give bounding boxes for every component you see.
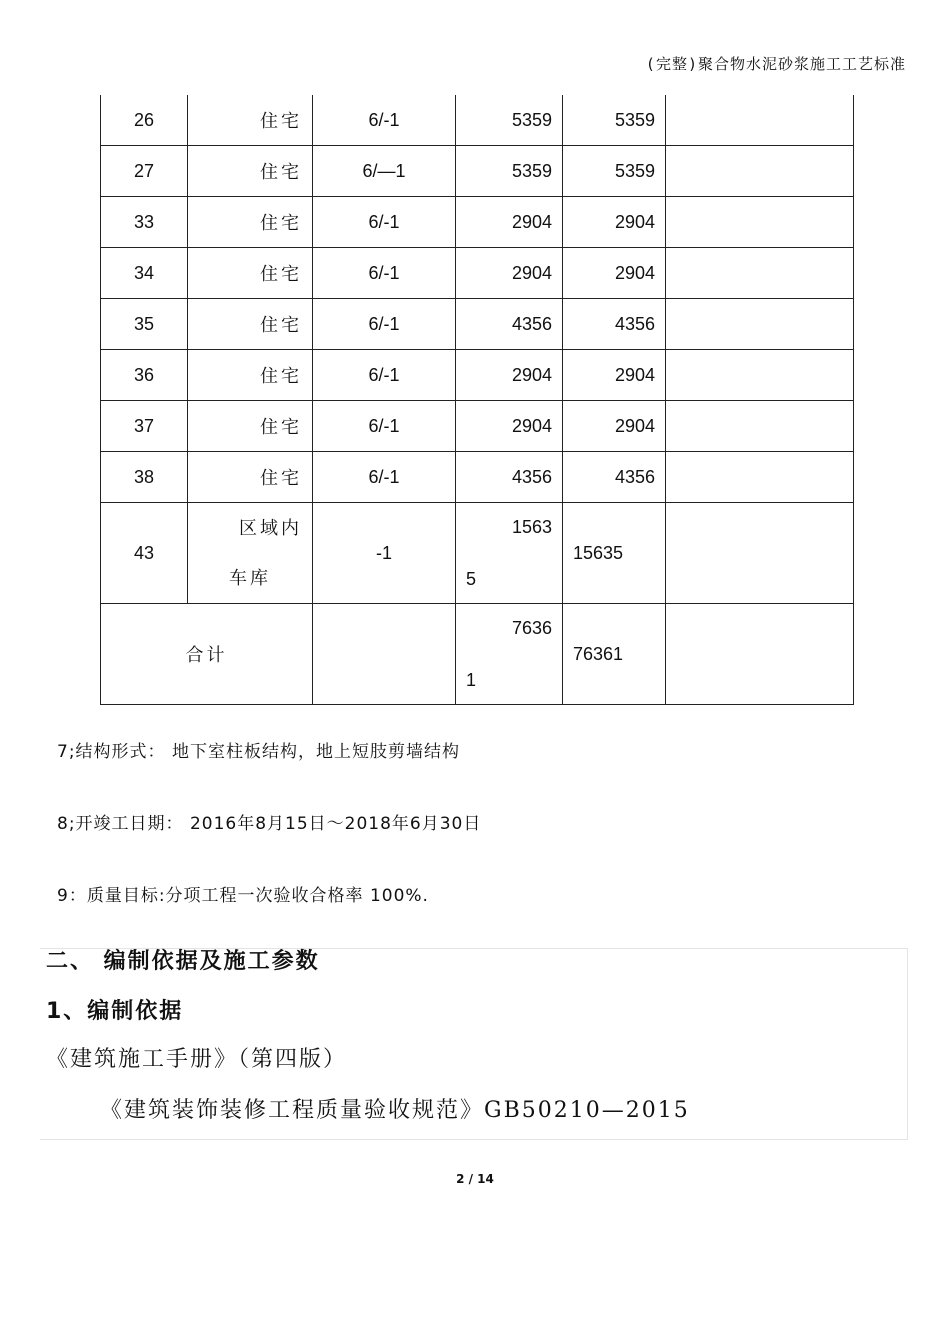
row-area-cell: 4356 [456,299,563,350]
row-type-cell: 住宅 [188,299,313,350]
row-area-total-cell: 4356 [563,452,666,503]
row-floors-cell: 6/-1 [313,452,456,503]
reference-standard: 《建筑装饰装修工程质量验收规范》GB50210—2015 [100,1098,690,1123]
row-area-cell: 2904 [456,197,563,248]
row-type-cell: 住宅 [188,95,313,146]
table-row [101,248,854,299]
row-area-cell: 5359 [456,95,563,146]
row-note-cell [666,299,854,350]
row-area-total-cell: 2904 [563,248,666,299]
row-note-cell [666,350,854,401]
total-area-cell [456,604,563,705]
row-type-cell: 住宅 [188,452,313,503]
reference-handbook: 《建筑施工手册》（第四版） [46,1047,348,1072]
total-area-top: 7636 [511,618,552,638]
section-heading: 二、 编制依据及施工参数 [46,949,320,974]
row-type-cell: 住宅 [188,350,313,401]
row-floors-cell: 6/-1 [313,299,456,350]
row-note-cell [666,401,854,452]
schedule-line: 8;开竣工日期： 2016年8月15日～2018年6月30日 [57,814,482,834]
row-type-cell: 住宅 [188,146,313,197]
section-subheading: 1、编制依据 [46,999,184,1024]
quality-line: 9：质量目标:分项工程一次验收合格率 100%. [57,886,429,906]
garage-note-cell [666,503,854,604]
garage-floors-cell: -1 [313,503,456,604]
garage-type-line1: 区域内 [239,518,302,538]
row-area-cell: 2904 [456,248,563,299]
row-area-total-cell: 4356 [563,299,666,350]
table-row [101,197,854,248]
structure-line: 7;结构形式： 地下室柱板结构，地上短肢剪墙结构 [57,742,460,762]
table-row [101,95,854,146]
total-area-bottom: 1 [466,670,477,690]
row-floors-cell: 6/-1 [313,197,456,248]
row-type-cell: 住宅 [188,248,313,299]
row-floors-cell: 6/-1 [313,350,456,401]
row-floors-cell: 6/—1 [313,146,456,197]
building-table [100,95,854,705]
total-floors-cell [313,604,456,705]
row-note-cell [666,452,854,503]
total-area-total-cell: 76361 [563,604,666,705]
row-number-cell: 33 [101,197,188,248]
document-header-title: (完整)聚合物水泥砂浆施工工艺标准 [645,55,906,73]
garage-area-bottom: 5 [466,569,477,589]
table-row [101,146,854,197]
garage-type-line2: 车库 [229,568,271,588]
row-area-total-cell: 5359 [563,146,666,197]
row-type-cell: 住宅 [188,197,313,248]
table-row [101,350,854,401]
row-area-cell: 2904 [456,350,563,401]
row-number-cell: 35 [101,299,188,350]
row-area-total-cell: 2904 [563,350,666,401]
row-number-cell: 38 [101,452,188,503]
row-note-cell [666,95,854,146]
row-area-cell: 4356 [456,452,563,503]
table-row [101,299,854,350]
row-floors-cell: 6/-1 [313,248,456,299]
row-number-cell: 27 [101,146,188,197]
garage-type-cell [188,503,313,604]
table-row-total [101,604,854,705]
row-floors-cell: 6/-1 [313,95,456,146]
total-label-cell: 合计 [101,604,313,705]
total-note-cell [666,604,854,705]
table-row [101,452,854,503]
row-type-cell: 住宅 [188,401,313,452]
row-floors-cell: 6/-1 [313,401,456,452]
row-area-total-cell: 2904 [563,401,666,452]
row-number-cell: 37 [101,401,188,452]
row-note-cell [666,146,854,197]
row-number-cell: 36 [101,350,188,401]
page-number: 2 / 14 [456,1172,494,1186]
table-row [101,401,854,452]
row-note-cell [666,197,854,248]
garage-area-total-cell: 15635 [563,503,666,604]
row-number-cell: 34 [101,248,188,299]
row-area-cell: 5359 [456,146,563,197]
row-area-cell: 2904 [456,401,563,452]
garage-area-top: 1563 [511,517,552,537]
garage-area-cell [456,503,563,604]
table-row-garage [101,503,854,604]
row-note-cell [666,248,854,299]
garage-number-cell: 43 [101,503,188,604]
row-area-total-cell: 5359 [563,95,666,146]
row-area-total-cell: 2904 [563,197,666,248]
row-number-cell: 26 [101,95,188,146]
